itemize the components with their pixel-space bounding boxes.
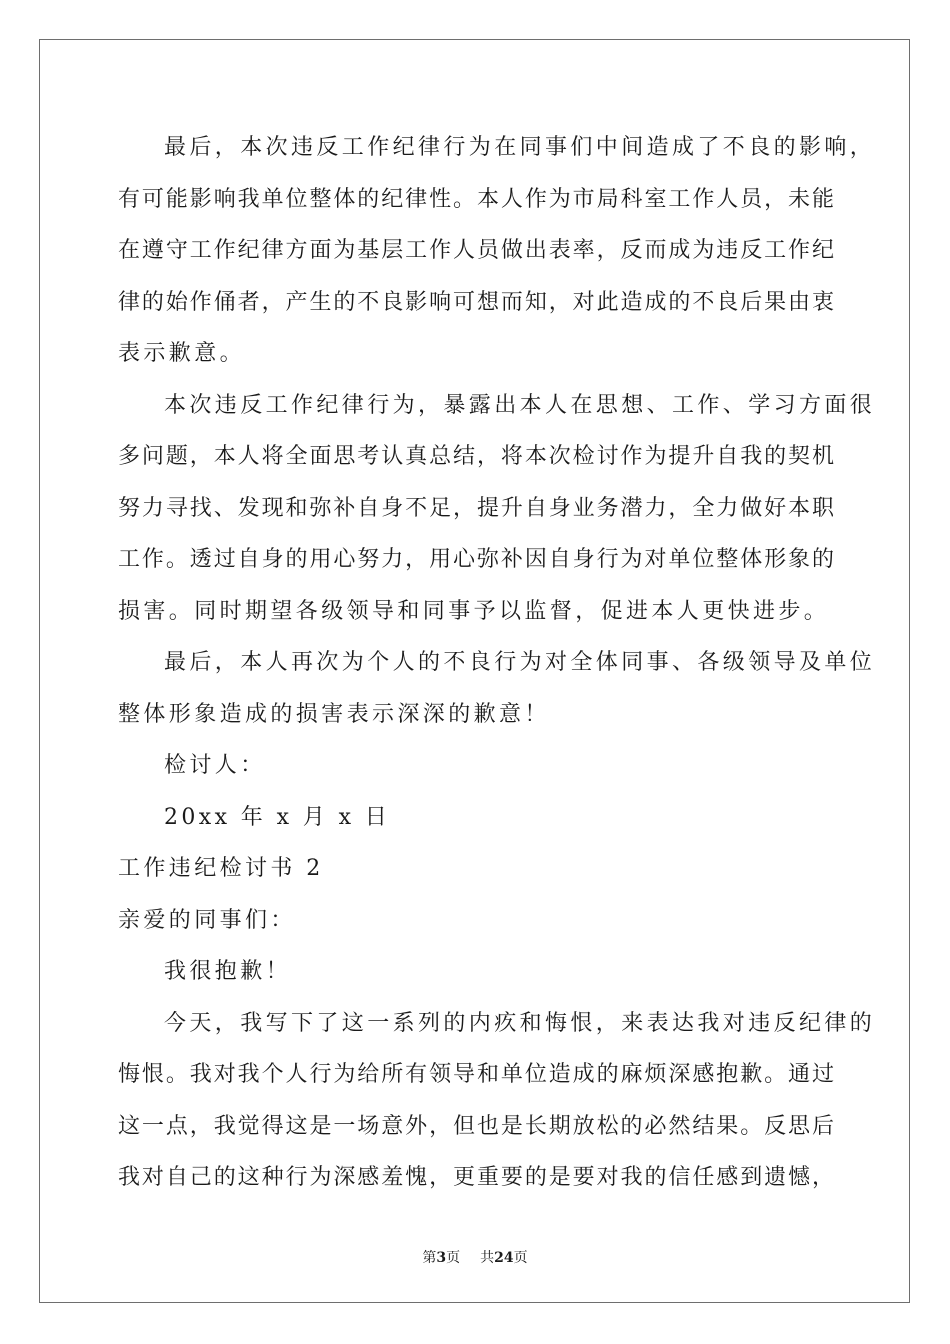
paragraph-line: 整体形象造成的损害表示深深的歉意！ [118,701,550,727]
document-body [118,127,876,1209]
total-prefix: 共 [480,1250,495,1266]
paragraph-line: 我很抱歉！ [164,959,292,984]
page-number-footer [0,1247,950,1267]
paragraph-line: 在遵守工作纪律方面为基层工作人员做出表率，反而成为违反工作纪 [118,238,834,263]
paragraph-line: 我对自己的这种行为深感羞愧，更重要的是要对我的信任感到遗憾， [118,1165,834,1190]
paragraph-line: 有可能影响我单位整体的纪律性。本人作为市局科室工作人员，未能 [118,186,834,212]
paragraph-line: 这一点，我觉得这是一场意外，但也是长期放松的必然结果。反思后 [118,1113,834,1139]
page-prefix: 第 [422,1250,437,1266]
paragraph-line: 最后，本次违反工作纪律行为在同事们中间造成了不良的影响， [164,135,876,160]
paragraph-line: 本次违反工作纪律行为，暴露出本人在思想、工作、学习方面很 [164,392,876,418]
paragraph-line: 多问题，本人将全面思考认真总结，将本次检讨作为提升自我的契机 [118,444,834,469]
section-title: 工作违纪检讨书 2 [118,856,324,881]
paragraph-line: 表示歉意。 [118,341,246,366]
total-page-count: 24 [494,1250,514,1266]
current-page-number: 3 [436,1250,447,1266]
salutation: 亲爱的同事们： [118,907,296,933]
date-line: 20xx 年 x 月 x 日 [164,804,391,830]
paragraph-line: 悔恨。我对我个人行为给所有领导和单位造成的麻烦深感抱歉。通过 [118,1062,834,1087]
total-suffix: 页 [513,1250,528,1266]
paragraph-line: 努力寻找、发现和弥补自身不足，提升自身业务潜力，全力做好本职 [118,495,834,521]
paragraph-line: 律的始作俑者，产生的不良影响可想而知，对此造成的不良后果由衷 [118,289,834,315]
paragraph-line: 最后，本人再次为个人的不良行为对全体同事、各级领导及单位 [164,650,876,675]
paragraph-line: 工作。透过自身的用心努力，用心弥补因自身行为对单位整体形象的 [118,547,834,572]
paragraph-line: 今天，我写下了这一系列的内疚和悔恨，来表达我对违反纪律的 [164,1010,876,1036]
paragraph-line: 损害。同时期望各级领导和同事予以监督，促进本人更快进步。 [118,598,830,624]
signature-label: 检讨人： [164,753,266,778]
page-suffix: 页 [446,1250,461,1266]
